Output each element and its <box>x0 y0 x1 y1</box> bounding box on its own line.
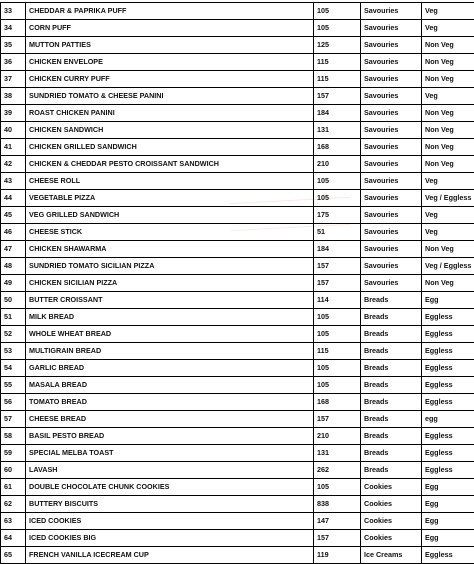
diet-type-cell: Non Veg <box>422 71 474 88</box>
item-name-cell: CHEESE ROLL <box>26 173 314 190</box>
item-name-cell: LAVASH <box>26 462 314 479</box>
category-cell: Savouries <box>361 71 422 88</box>
price-cell: 131 <box>314 122 361 139</box>
diet-type-cell: Eggless <box>422 462 474 479</box>
item-name-cell: BASIL PESTO BREAD <box>26 428 314 445</box>
price-cell: 105 <box>314 326 361 343</box>
item-name-cell: VEGETABLE PIZZA <box>26 190 314 207</box>
item-number-cell: 36 <box>1 54 26 71</box>
price-cell: 114 <box>314 292 361 309</box>
category-cell: Cookies <box>361 513 422 530</box>
price-cell: 115 <box>314 71 361 88</box>
item-name-cell: SPECIAL MELBA TOAST <box>26 445 314 462</box>
price-cell: 105 <box>314 20 361 37</box>
table-row <box>1 445 474 462</box>
price-cell: 168 <box>314 139 361 156</box>
diet-type-cell: Egg <box>422 496 474 513</box>
item-number-cell: 44 <box>1 190 26 207</box>
price-cell: 157 <box>314 411 361 428</box>
category-cell: Savouries <box>361 275 422 292</box>
category-cell: Savouries <box>361 156 422 173</box>
category-cell: Savouries <box>361 105 422 122</box>
table-row <box>1 411 474 428</box>
item-name-cell: GARLIC BREAD <box>26 360 314 377</box>
item-number-cell: 40 <box>1 122 26 139</box>
item-name-cell: ROAST CHICKEN PANINI <box>26 105 314 122</box>
item-name-cell: FRENCH VANILLA ICECREAM CUP <box>26 547 314 564</box>
category-cell: Breads <box>361 445 422 462</box>
price-cell: 51 <box>314 224 361 241</box>
item-number-cell: 37 <box>1 71 26 88</box>
diet-type-cell: Non Veg <box>422 156 474 173</box>
category-cell: Savouries <box>361 258 422 275</box>
item-name-cell: MILK BREAD <box>26 309 314 326</box>
price-cell: 115 <box>314 343 361 360</box>
price-cell: 105 <box>314 190 361 207</box>
category-cell: Savouries <box>361 54 422 71</box>
diet-type-cell: Eggless <box>422 360 474 377</box>
price-cell: 184 <box>314 241 361 258</box>
item-name-cell: DOUBLE CHOCOLATE CHUNK COOKIES <box>26 479 314 496</box>
item-number-cell: 54 <box>1 360 26 377</box>
category-cell: Breads <box>361 394 422 411</box>
item-number-cell: 55 <box>1 377 26 394</box>
item-name-cell: SUNDRIED TOMATO SICILIAN PIZZA <box>26 258 314 275</box>
item-name-cell: CORN PUFF <box>26 20 314 37</box>
table-row <box>1 173 474 190</box>
category-cell: Savouries <box>361 3 422 20</box>
diet-type-cell: Non Veg <box>422 37 474 54</box>
category-cell: Savouries <box>361 139 422 156</box>
item-number-cell: 33 <box>1 3 26 20</box>
item-name-cell: ICED COOKIES BIG <box>26 530 314 547</box>
price-cell: 157 <box>314 530 361 547</box>
category-cell: Breads <box>361 292 422 309</box>
table-row <box>1 292 474 309</box>
item-name-cell: BUTTER CROISSANT <box>26 292 314 309</box>
item-name-cell: SUNDRIED TOMATO & CHEESE PANINI <box>26 88 314 105</box>
item-name-cell: CHICKEN GRILLED SANDWICH <box>26 139 314 156</box>
item-number-cell: 52 <box>1 326 26 343</box>
diet-type-cell: Egg <box>422 479 474 496</box>
item-number-cell: 49 <box>1 275 26 292</box>
item-number-cell: 45 <box>1 207 26 224</box>
price-cell: 210 <box>314 156 361 173</box>
item-name-cell: CHICKEN SICILIAN PIZZA <box>26 275 314 292</box>
category-cell: Breads <box>361 462 422 479</box>
item-number-cell: 50 <box>1 292 26 309</box>
price-cell: 119 <box>314 547 361 564</box>
price-cell: 125 <box>314 37 361 54</box>
price-cell: 168 <box>314 394 361 411</box>
price-cell: 105 <box>314 377 361 394</box>
price-cell: 131 <box>314 445 361 462</box>
table-row <box>1 394 474 411</box>
menu-table-body <box>1 3 474 564</box>
item-number-cell: 38 <box>1 88 26 105</box>
diet-type-cell: Non Veg <box>422 122 474 139</box>
diet-type-cell: Eggless <box>422 377 474 394</box>
category-cell: Breads <box>361 360 422 377</box>
price-cell: 157 <box>314 275 361 292</box>
table-row <box>1 224 474 241</box>
diet-type-cell: Veg <box>422 88 474 105</box>
category-cell: Savouries <box>361 241 422 258</box>
diet-type-cell: Veg / Eggless <box>422 190 474 207</box>
table-row <box>1 275 474 292</box>
diet-type-cell: Non Veg <box>422 139 474 156</box>
item-name-cell: CHICKEN SANDWICH <box>26 122 314 139</box>
table-row <box>1 241 474 258</box>
table-row <box>1 88 474 105</box>
diet-type-cell: Eggless <box>422 326 474 343</box>
diet-type-cell: Non Veg <box>422 241 474 258</box>
price-cell: 105 <box>314 173 361 190</box>
diet-type-cell: Eggless <box>422 394 474 411</box>
table-row <box>1 462 474 479</box>
item-number-cell: 61 <box>1 479 26 496</box>
item-name-cell: CHEESE BREAD <box>26 411 314 428</box>
category-cell: Savouries <box>361 88 422 105</box>
item-number-cell: 53 <box>1 343 26 360</box>
item-name-cell: ICED COOKIES <box>26 513 314 530</box>
table-row <box>1 37 474 54</box>
price-cell: 105 <box>314 360 361 377</box>
category-cell: Savouries <box>361 190 422 207</box>
item-name-cell: TOMATO BREAD <box>26 394 314 411</box>
item-number-cell: 65 <box>1 547 26 564</box>
price-cell: 175 <box>314 207 361 224</box>
table-row <box>1 496 474 513</box>
category-cell: Cookies <box>361 496 422 513</box>
item-name-cell: VEG GRILLED SANDWICH <box>26 207 314 224</box>
table-row <box>1 428 474 445</box>
category-cell: Savouries <box>361 37 422 54</box>
item-name-cell: MUTTON PATTIES <box>26 37 314 54</box>
item-number-cell: 48 <box>1 258 26 275</box>
price-cell: 262 <box>314 462 361 479</box>
price-cell: 147 <box>314 513 361 530</box>
table-row <box>1 54 474 71</box>
category-cell: Savouries <box>361 224 422 241</box>
item-name-cell: MASALA BREAD <box>26 377 314 394</box>
item-name-cell: CHICKEN & CHEDDAR PESTO CROISSANT SANDWICH <box>26 156 314 173</box>
diet-type-cell: Veg / Eggless <box>422 258 474 275</box>
table-row <box>1 547 474 564</box>
table-row <box>1 513 474 530</box>
table-row <box>1 360 474 377</box>
item-number-cell: 34 <box>1 20 26 37</box>
diet-type-cell: Non Veg <box>422 275 474 292</box>
diet-type-cell: egg <box>422 411 474 428</box>
price-cell: 838 <box>314 496 361 513</box>
item-number-cell: 57 <box>1 411 26 428</box>
item-name-cell: CHEESE STICK <box>26 224 314 241</box>
diet-type-cell: Eggless <box>422 343 474 360</box>
table-row <box>1 122 474 139</box>
item-number-cell: 47 <box>1 241 26 258</box>
category-cell: Breads <box>361 411 422 428</box>
item-number-cell: 51 <box>1 309 26 326</box>
table-row <box>1 71 474 88</box>
table-row <box>1 479 474 496</box>
category-cell: Breads <box>361 309 422 326</box>
diet-type-cell: Veg <box>422 207 474 224</box>
diet-type-cell: Veg <box>422 20 474 37</box>
table-row <box>1 377 474 394</box>
category-cell: Savouries <box>361 173 422 190</box>
table-row <box>1 343 474 360</box>
item-name-cell: CHICKEN SHAWARMA <box>26 241 314 258</box>
category-cell: Cookies <box>361 479 422 496</box>
item-number-cell: 46 <box>1 224 26 241</box>
table-row <box>1 258 474 275</box>
table-row <box>1 190 474 207</box>
category-cell: Cookies <box>361 530 422 547</box>
item-number-cell: 64 <box>1 530 26 547</box>
item-name-cell: MULTIGRAIN BREAD <box>26 343 314 360</box>
diet-type-cell: Eggless <box>422 445 474 462</box>
item-number-cell: 63 <box>1 513 26 530</box>
diet-type-cell: Veg <box>422 224 474 241</box>
category-cell: Breads <box>361 428 422 445</box>
category-cell: Savouries <box>361 20 422 37</box>
menu-table <box>0 2 474 564</box>
diet-type-cell: Eggless <box>422 428 474 445</box>
table-row <box>1 139 474 156</box>
item-name-cell: CHICKEN ENVELOPE <box>26 54 314 71</box>
diet-type-cell: Egg <box>422 530 474 547</box>
item-number-cell: 56 <box>1 394 26 411</box>
price-cell: 210 <box>314 428 361 445</box>
diet-type-cell: Egg <box>422 292 474 309</box>
table-row <box>1 530 474 547</box>
table-row <box>1 3 474 20</box>
item-number-cell: 59 <box>1 445 26 462</box>
price-cell: 115 <box>314 54 361 71</box>
item-number-cell: 58 <box>1 428 26 445</box>
table-row <box>1 156 474 173</box>
item-number-cell: 41 <box>1 139 26 156</box>
item-name-cell: WHOLE WHEAT BREAD <box>26 326 314 343</box>
item-number-cell: 60 <box>1 462 26 479</box>
item-number-cell: 43 <box>1 173 26 190</box>
table-row <box>1 309 474 326</box>
item-number-cell: 35 <box>1 37 26 54</box>
price-cell: 184 <box>314 105 361 122</box>
diet-type-cell: Non Veg <box>422 54 474 71</box>
diet-type-cell: Eggless <box>422 547 474 564</box>
diet-type-cell: Non Veg <box>422 105 474 122</box>
item-name-cell: CHEDDAR & PAPRIKA PUFF <box>26 3 314 20</box>
item-number-cell: 42 <box>1 156 26 173</box>
category-cell: Ice Creams <box>361 547 422 564</box>
diet-type-cell: Eggless <box>422 309 474 326</box>
diet-type-cell: Egg <box>422 513 474 530</box>
price-cell: 105 <box>314 309 361 326</box>
category-cell: Breads <box>361 326 422 343</box>
category-cell: Savouries <box>361 207 422 224</box>
price-cell: 105 <box>314 479 361 496</box>
item-name-cell: CHICKEN CURRY PUFF <box>26 71 314 88</box>
price-cell: 105 <box>314 3 361 20</box>
diet-type-cell: Veg <box>422 173 474 190</box>
item-name-cell: BUTTERY BISCUITS <box>26 496 314 513</box>
price-cell: 157 <box>314 258 361 275</box>
item-number-cell: 62 <box>1 496 26 513</box>
category-cell: Breads <box>361 377 422 394</box>
table-row <box>1 326 474 343</box>
table-row <box>1 207 474 224</box>
price-cell: 157 <box>314 88 361 105</box>
diet-type-cell: Veg <box>422 3 474 20</box>
category-cell: Breads <box>361 343 422 360</box>
table-row <box>1 105 474 122</box>
table-row <box>1 20 474 37</box>
category-cell: Savouries <box>361 122 422 139</box>
item-number-cell: 39 <box>1 105 26 122</box>
